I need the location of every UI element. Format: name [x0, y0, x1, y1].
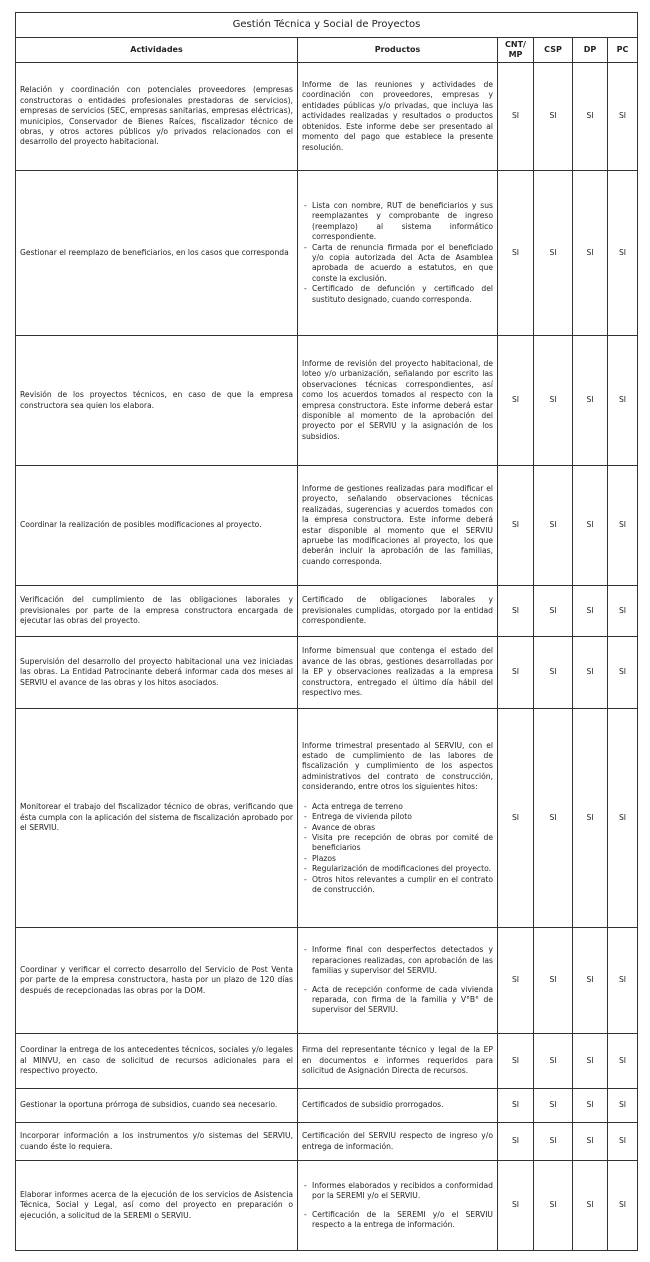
producto-cell — [298, 1034, 498, 1089]
csp-cell: SI — [534, 336, 573, 466]
dp-cell: SI — [573, 171, 608, 336]
cnt-mp-cell: SI — [498, 1089, 534, 1123]
pc-cell: SI — [608, 466, 638, 586]
table-row — [16, 1089, 638, 1123]
dp-cell: SI — [573, 1123, 608, 1161]
actividad-cell: Relación y coordinación con potenciales proveedores (empresas constructoras o entidades profesionales prestadoras de servicios), empresas de servicios (SEC, empresas sanitarias, empresas eléctricas), municipios, Conservador de Bienes Raíces, fiscalizador técnico de obras, y otros actores públicos y/o privados relacionados con el desarrollo del proyecto habitacional. — [16, 63, 298, 171]
table-row — [16, 928, 638, 1034]
header-pc: PC — [608, 38, 638, 63]
cnt-mp-cell: SI — [498, 171, 534, 336]
actividad-cell: Gestionar el reemplazo de beneficiarios, en los casos que corresponda — [16, 171, 298, 336]
table-row — [16, 171, 638, 336]
csp-cell: SI — [534, 709, 573, 928]
producto-list — [302, 201, 493, 305]
csp-cell: SI — [534, 637, 573, 709]
producto-list-item: - Entrega de vivienda piloto — [312, 812, 493, 822]
producto-list-item: - Plazos — [312, 854, 493, 864]
pc-cell: SI — [608, 1034, 638, 1089]
actividad-cell: Coordinar la entrega de los antecedentes técnicos, sociales y/o legales al MINVU, en caso de solicitud de recursos adicionales para el respectivo proyecto. — [16, 1034, 298, 1089]
producto-text: Firma del representante técnico y legal de la EP en documentos e informes requeridos para solicitud de Asignación Directa de recursos. — [302, 1045, 493, 1076]
table-row — [16, 709, 638, 928]
csp-cell: SI — [534, 63, 573, 171]
producto-text: Certificado de obligaciones laborales y previsionales cumplidas, otorgado por la entidad correspondiente. — [302, 595, 493, 626]
producto-text: Certificación del SERVIU respecto de ingreso y/o entrega de información. — [302, 1131, 493, 1151]
cnt-mp-cell: SI — [498, 336, 534, 466]
csp-cell: SI — [534, 1161, 573, 1251]
producto-list — [302, 1181, 493, 1231]
producto-list-item: - Acta entrega de terreno — [312, 802, 493, 812]
actividad-cell: Incorporar información a los instrumentos y/o sistemas del SERVIU, cuando éste lo requiera. — [16, 1123, 298, 1161]
producto-text: Certificados de subsidio prorrogados. — [302, 1100, 444, 1110]
table-title: Gestión Técnica y Social de Proyectos — [16, 13, 638, 38]
dp-cell: SI — [573, 1089, 608, 1123]
table-row — [16, 466, 638, 586]
dp-cell: SI — [573, 928, 608, 1034]
cnt-mp-cell: SI — [498, 586, 534, 637]
producto-list-item: - Carta de renuncia firmada por el beneficiado y/o copia autorizada del Acta de Asamblea aprobada de acuerdo a estatutos, en que conste la exclusión. — [312, 243, 493, 285]
producto-list-item: - Certificado de defunción y certificado del sustituto designado, cuando corresponda. — [312, 284, 493, 305]
pc-cell: SI — [608, 63, 638, 171]
producto-text: Informe bimensual que contenga el estado del avance de las obras, gestiones desarrolladas por la EP y observaciones realizadas a la empresa constructora, entregado el último día hábil del respectivo mes. — [302, 646, 493, 698]
cnt-mp-cell: SI — [498, 709, 534, 928]
dp-cell: SI — [573, 1161, 608, 1251]
producto-cell — [298, 709, 498, 928]
pc-cell: SI — [608, 709, 638, 928]
table-row — [16, 1034, 638, 1089]
dp-cell: SI — [573, 709, 608, 928]
producto-list-item: - Acta de recepción conforme de cada vivienda reparada, con firma de la familia y V°B° de supervisor del SERVIU. — [312, 985, 493, 1016]
dp-cell: SI — [573, 466, 608, 586]
pc-cell: SI — [608, 637, 638, 709]
header-actividades: Actividades — [16, 38, 298, 63]
csp-cell: SI — [534, 1089, 573, 1123]
dp-cell: SI — [573, 63, 608, 171]
table-row — [16, 586, 638, 637]
header-cnt-mp: CNT/ MP — [498, 38, 534, 63]
csp-cell: SI — [534, 1123, 573, 1161]
table-row — [16, 637, 638, 709]
producto-list-item: - Avance de obras — [312, 823, 493, 833]
producto-list-item: - Certificación de la SEREMI y/o el SERVIU respecto a la entrega de información. — [312, 1210, 493, 1231]
csp-cell: SI — [534, 928, 573, 1034]
producto-cell — [298, 1123, 498, 1161]
actividad-cell: Verificación del cumplimiento de las obligaciones laborales y previsionales por parte de la empresa constructora encargada de ejecutar las obras del proyecto. — [16, 586, 298, 637]
producto-list-item: - Informe final con desperfectos detectados y reparaciones realizadas, con aprobación de las familias y supervisor del SERVIU. — [312, 945, 493, 976]
gestion-tecnica-table — [15, 12, 638, 1251]
header-csp: CSP — [534, 38, 573, 63]
actividad-cell: Coordinar la realización de posibles modificaciones al proyecto. — [16, 466, 298, 586]
producto-text: Informe de revisión del proyecto habitacional, de loteo y/o urbanización, señalando por escrito las observaciones técnicas correspondientes, así como los acuerdos tomados al respecto con la empresa constructora. Este informe deberá estar disponible al momento de la aprobación del proyecto por el SERVIU y la asignación de los subsidios. — [302, 358, 493, 441]
dp-cell: SI — [573, 637, 608, 709]
producto-cell — [298, 336, 498, 466]
producto-cell — [298, 466, 498, 586]
table-row — [16, 63, 638, 171]
title-row — [16, 13, 638, 38]
pc-cell: SI — [608, 1161, 638, 1251]
table-row — [16, 1161, 638, 1251]
cnt-mp-cell: SI — [498, 1123, 534, 1161]
producto-cell — [298, 1089, 498, 1123]
producto-text: Informe de gestiones realizadas para modificar el proyecto, señalando observaciones técnicas realizadas, sugerencias y acuerdos tomados con la empresa constructora. Este informe deberá estar disponible al momento que el SERVIU apruebe las modificaciones al proyecto, los que deberán incluir la aprobación de las familias, cuando corresponda. — [302, 483, 493, 566]
pc-cell: SI — [608, 586, 638, 637]
producto-cell — [298, 1161, 498, 1251]
producto-list-item: - Visita pre recepción de obras por comité de beneficiarios — [312, 833, 493, 854]
header-row — [16, 38, 638, 63]
cnt-mp-cell: SI — [498, 637, 534, 709]
producto-text: Informe de las reuniones y actividades de coordinación con proveedores, empresas y entidades públicas y/o privadas, que incluya las actividades realizadas y resultados o productos obtenidos. Este informe debe ser presentado al momento del pago que establece la presente resolución. — [302, 80, 493, 152]
csp-cell: SI — [534, 466, 573, 586]
producto-list-item: - Lista con nombre, RUT de beneficiarios y sus reemplazantes y comprobante de ingreso (reemplazo) al sistema informático correspondiente. — [312, 201, 493, 243]
producto-cell — [298, 637, 498, 709]
actividad-cell: Elaborar informes acerca de la ejecución de los servicios de Asistencia Técnica, Social y Legal, así como del proyecto en preparación o ejecución, a solicitud de la SEREMI o SERVIU. — [16, 1161, 298, 1251]
header-dp: DP — [573, 38, 608, 63]
csp-cell: SI — [534, 171, 573, 336]
dp-cell: SI — [573, 1034, 608, 1089]
producto-cell — [298, 586, 498, 637]
producto-list-item: - Otros hitos relevantes a cumplir en el contrato de construcción. — [312, 875, 493, 896]
cnt-mp-cell: SI — [498, 928, 534, 1034]
actividad-cell: Supervisión del desarrollo del proyecto habitacional una vez iniciadas las obras. La Entidad Patrocinante deberá informar cada dos meses al SERVIU el avance de las obras y los hitos asociados. — [16, 637, 298, 709]
header-productos: Productos — [298, 38, 498, 63]
pc-cell: SI — [608, 928, 638, 1034]
cnt-mp-cell: SI — [498, 1034, 534, 1089]
table-row — [16, 1123, 638, 1161]
actividad-cell: Coordinar y verificar el correcto desarrollo del Servicio de Post Venta por parte de la empresa constructora, hasta por un plazo de 120 días después de recepcionadas las obras por la DOM. — [16, 928, 298, 1034]
cnt-mp-cell: SI — [498, 466, 534, 586]
producto-list — [302, 802, 493, 896]
pc-cell: SI — [608, 336, 638, 466]
producto-cell — [298, 171, 498, 336]
pc-cell: SI — [608, 171, 638, 336]
actividad-cell: Revisión de los proyectos técnicos, en caso de que la empresa constructora sea quien los elabora. — [16, 336, 298, 466]
producto-cell — [298, 63, 498, 171]
pc-cell: SI — [608, 1123, 638, 1161]
csp-cell: SI — [534, 586, 573, 637]
table-row — [16, 336, 638, 466]
dp-cell: SI — [573, 586, 608, 637]
pc-cell: SI — [608, 1089, 638, 1123]
actividad-cell: Monitorear el trabajo del fiscalizador técnico de obras, verificando que ésta cumpla con la aplicación del sistema de fiscalización aprobado por el SERVIU. — [16, 709, 298, 928]
producto-list-item: - Regularización de modificaciones del proyecto. — [312, 864, 493, 874]
producto-cell — [298, 928, 498, 1034]
actividad-cell: Gestionar la oportuna prórroga de subsidios, cuando sea necesario. — [16, 1089, 298, 1123]
producto-list — [302, 945, 493, 1015]
producto-list-item: - Informes elaborados y recibidos a conformidad por la SEREMI y/o el SERVIU. — [312, 1181, 493, 1202]
cnt-mp-cell: SI — [498, 63, 534, 171]
csp-cell: SI — [534, 1034, 573, 1089]
producto-text: Informe trimestral presentado al SERVIU, con el estado de cumplimiento de las labores de fiscalización y cumplimiento de los aspectos administrativos del contrato de construcción, considerando, entre otros los siguientes hitos: — [302, 740, 493, 792]
cnt-mp-cell: SI — [498, 1161, 534, 1251]
dp-cell: SI — [573, 336, 608, 466]
